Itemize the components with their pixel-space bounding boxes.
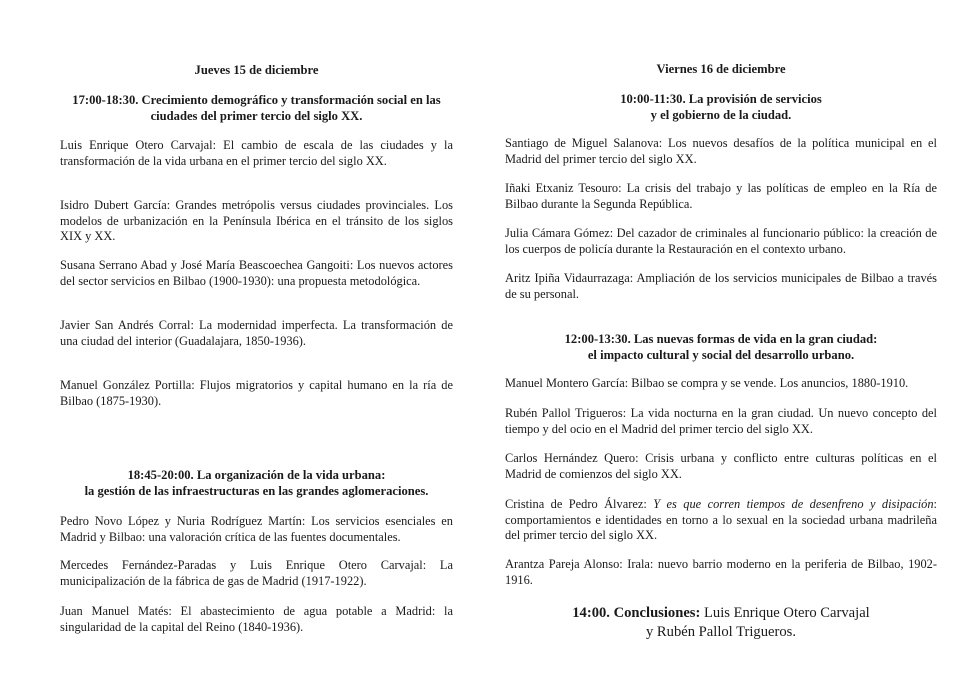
talk-entry: Santiago de Miguel Salanova: Los nuevos desafíos de la política municipal en el Madrid del primer tercio del siglo XX. [505,136,937,166]
conclusions-label: 14:00. Conclusiones: [572,605,701,621]
session-heading-line: 12:00-13:30. Las nuevas formas de vida en la gran ciudad: [564,332,878,346]
talk-entry: Carlos Hernández Quero: Crisis urbana y conflicto entre culturas políticas en el Madrid de comienzos del siglo XX. [505,451,937,481]
talk-entry: Mercedes Fernández-Paradas y Luis Enrique Otero Carvajal: La municipalización de la fábrica de gas de Madrid (1917-1922). [60,558,453,588]
session-heading-line: 18:45-20:00. La organización de la vida urbana: [127,468,386,482]
thursday-day-heading: Jueves 15 de diciembre [194,63,319,77]
conclusions-speaker: Luis Enrique Otero Carvajal [700,605,870,621]
session-heading-line: la gestión de las infraestructuras en las grandes aglomeraciones. [84,483,429,498]
conclusions [505,604,937,642]
session-heading-line: el impacto cultural y social del desarrollo urbano. [587,347,855,362]
talk-entry: Aritz Ipiña Vidaurrazaga: Ampliación de los servicios municipales de Bilbao a través de su personal. [505,271,937,301]
session-heading-line: 10:00-11:30. La provisión de servicios [620,92,822,106]
session-heading-1700 [60,93,453,125]
talk-entry: Arantza Pareja Alonso: Irala: nuevo barrio moderno en la periferia de Bilbao, 1902-1916. [505,557,937,587]
talk-entry: Susana Serrano Abad y José María Beascoechea Gangoiti: Los nuevos actores del sector servicios en Bilbao (1900-1930): una propuesta metodológica. [60,258,453,288]
session-heading-1845 [60,468,453,500]
talk-entry: Manuel González Portilla: Flujos migratorios y capital humano en la ría de Bilbao (1875-1930). [60,378,453,408]
talk-entry: Iñaki Etxaniz Tesouro: La crisis del trabajo y las políticas de empleo en la Ría de Bilbao durante la Segunda República. [505,181,937,211]
talk-description: : comportamientos e identidades en torno a lo sexual en la sociedad urbana madrileña del primer tercio del siglo XX. [505,497,937,543]
talk-entry: Luis Enrique Otero Carvajal: El cambio de escala de las ciudades y la transformación de la vida urbana en el primer tercio del siglo XX. [60,138,453,168]
talk-speaker: Cristina de Pedro Álvarez: [505,497,654,511]
session-heading-1200 [505,332,937,364]
friday-day-heading: Viernes 16 de diciembre [656,62,786,76]
talk-italic-title: Y es que corren tiempos de desenfreno y disipación [653,497,934,511]
talk-entry: Manuel Montero García: Bilbao se compra y se vende. Los anuncios, 1880-1910. [505,376,909,390]
talk-entry: Pedro Novo López y Nuria Rodríguez Martín: Los servicios esenciales en Madrid y Bilbao: una valoración crítica de las fuentes documentales. [60,514,453,544]
conclusions-line: y Rubén Pallol Trigueros. [645,624,796,640]
conclusions-line [505,604,937,623]
session-heading-1000 [505,92,937,124]
session-heading-line: y el gobierno de la ciudad. [650,107,792,122]
session-heading-line: ciudades del primer tercio del siglo XX. [150,108,363,123]
session-heading-line: 17:00-18:30. Crecimiento demográfico y transformación social en las [72,93,441,107]
talk-entry: Julia Cámara Gómez: Del cazador de criminales al funcionario público: la creación de los cuerpos de policía durante la Restauración en el contexto urbano. [505,226,937,256]
talk-entry: Isidro Dubert García: Grandes metrópolis versus ciudades provinciales. Los modelos de urbanización en la Península Ibérica en el tránsito de los siglos XIX y XX. [60,198,453,244]
talk-entry: Rubén Pallol Trigueros: La vida nocturna en la gran ciudad. Un nuevo concepto del tiempo y del ocio en el Madrid del primer tercio del siglo XX. [505,406,937,436]
talk-entry: Javier San Andrés Corral: La modernidad imperfecta. La transformación de una ciudad del interior (Guadalajara, 1850-1936). [60,318,453,348]
talk-entry: Juan Manuel Matés: El abastecimiento de agua potable a Madrid: la singularidad de la capital del Reino (1840-1936). [60,604,453,634]
talk-entry [505,497,937,544]
